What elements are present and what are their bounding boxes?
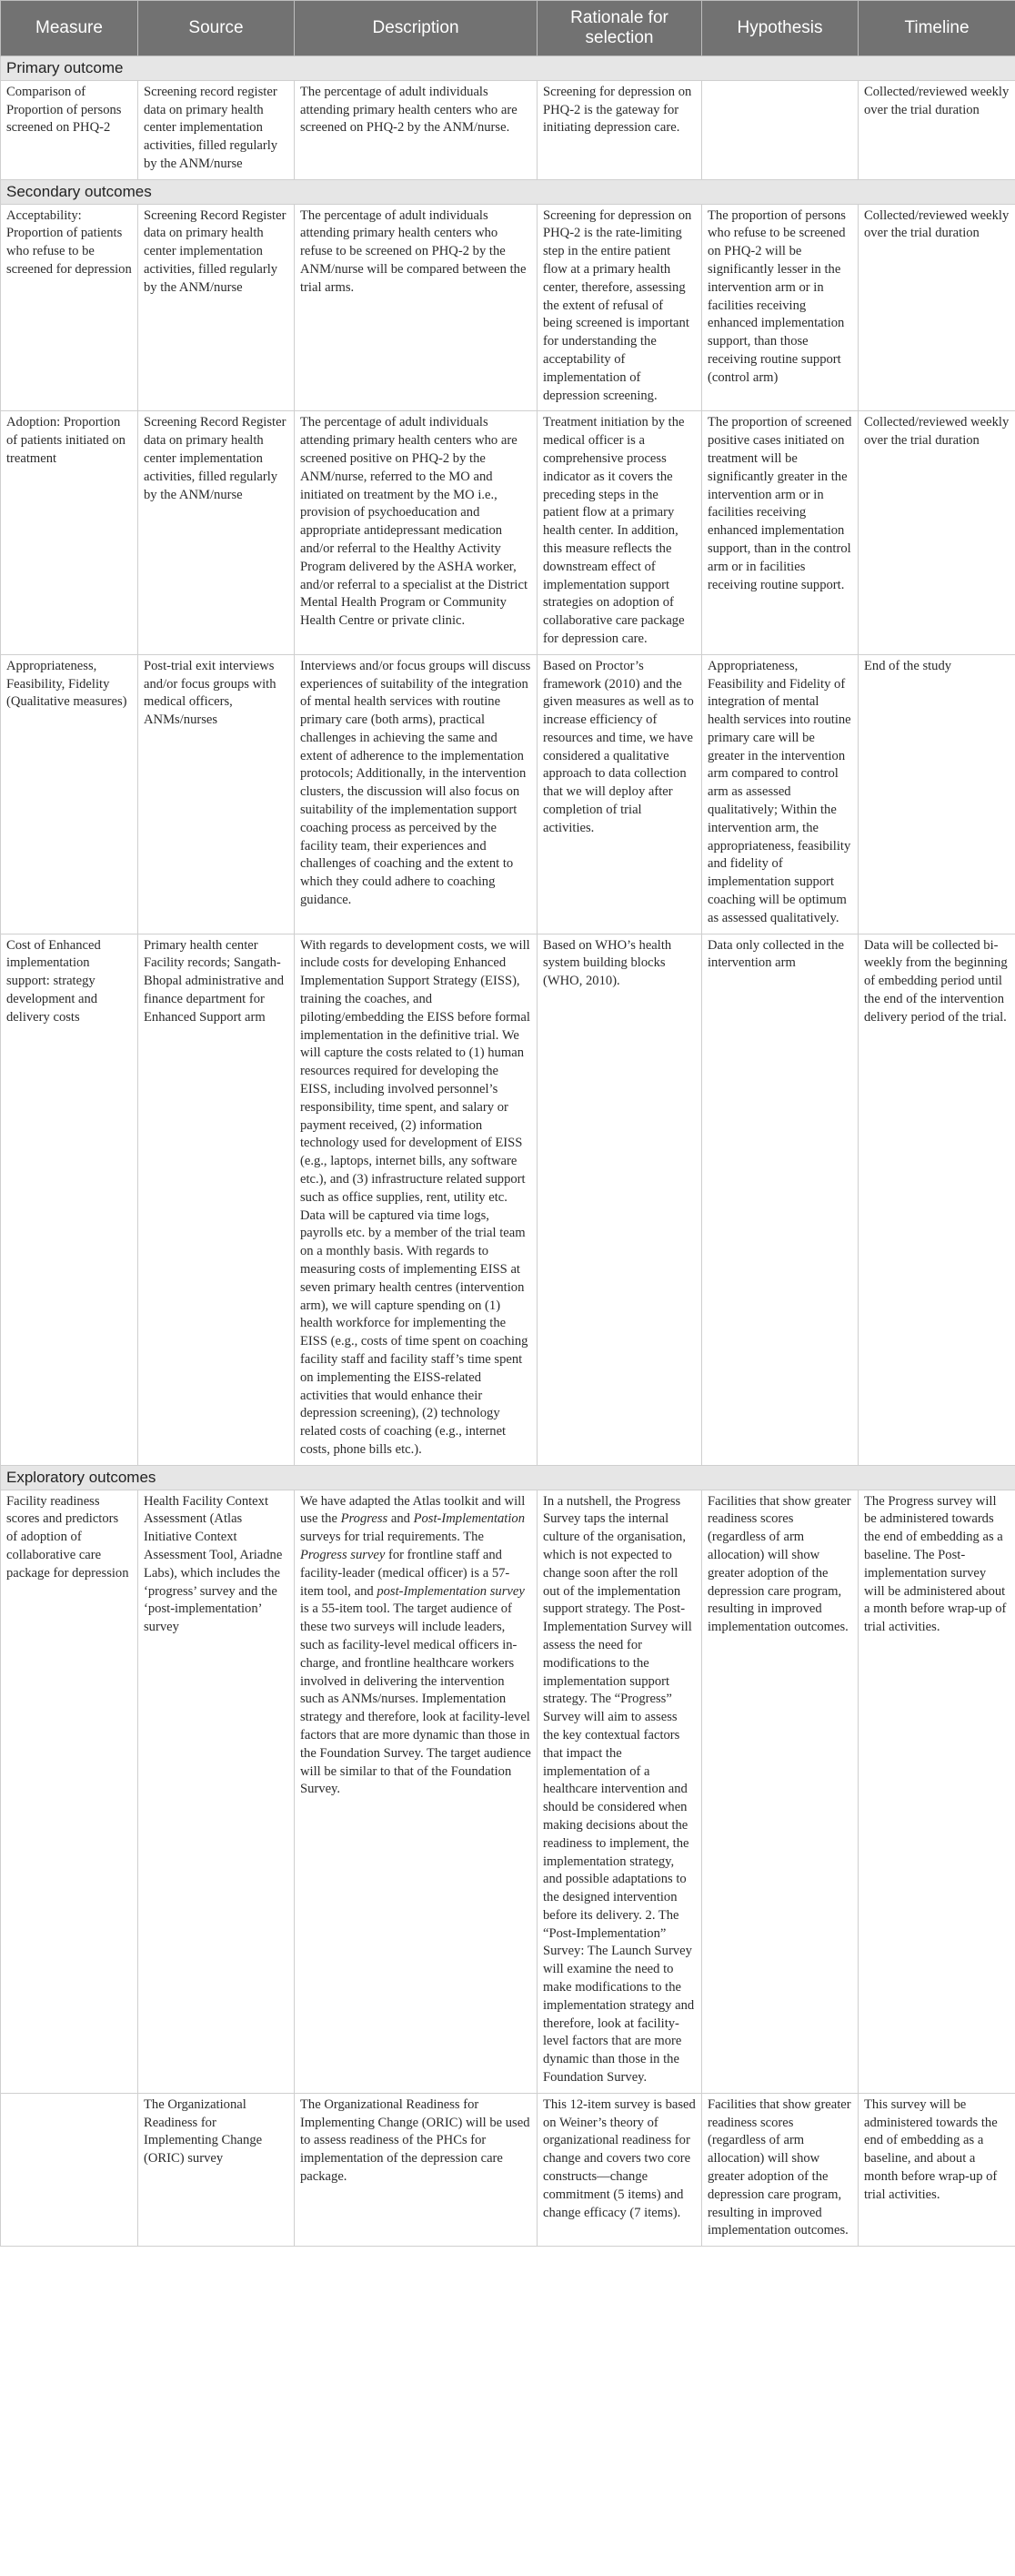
header-row xyxy=(1,1,1015,56)
cell-description: The percentage of adult individuals attending primary health centers who are screened on PHQ-2 by the ANM/nurse. xyxy=(295,80,538,179)
cell-hypothesis: Facilities that show greater readiness scores (regardless of arm allocation) will show greater adoption of the depression care program, resulting in improved implementation outcomes. xyxy=(702,2093,859,2246)
cell-source: Screening Record Register data on primary health center implementation activities, filled regularly by the ANM/nurse xyxy=(138,411,295,654)
section-title: Secondary outcomes xyxy=(1,179,1015,204)
cell-hypothesis: The proportion of screened positive cases initiated on treatment will be significantly greater in the intervention arm or in facilities receiving enhanced implementation support, than in the control arm or in facilities receiving routine support. xyxy=(702,411,859,654)
cell-measure xyxy=(1,2093,138,2246)
section-row xyxy=(1,56,1015,81)
cell-description: Interviews and/or focus groups will discuss experiences of suitability of the integration of mental health services with routine primary care (both arms), practical challenges in achieving the same and extent of adherence to the implementation protocols; Additionally, in the intervention clusters, the discussion will also focus on suitability of the implementation support coaching process as perceived by the facility team, their experiences and challenges of coaching and the extent to which they could adhere to coaching guidance. xyxy=(295,654,538,934)
description-text: We have adapted the Atlas toolkit and will use the xyxy=(300,1493,526,1527)
cell-measure: Adoption: Proportion of patients initiated on treatment xyxy=(1,411,138,654)
section-title: Exploratory outcomes xyxy=(1,1465,1015,1490)
description-italic-text: Post-Implementation xyxy=(413,1511,525,1527)
cell-source: Health Facility Context Assessment (Atlas Initiative Context Assessment Tool, Ariadne Labs), which includes the ‘progress’ survey and the ‘post-implementation’ survey xyxy=(138,1490,295,2093)
cell-rationale: Screening for depression on PHQ-2 is the gateway for initiating depression care. xyxy=(538,80,702,179)
cell-hypothesis: Appropriateness, Feasibility and Fidelity of integration of mental health services into routine primary care will be greater in the intervention arm compared to control arm as assessed qualitatively; Within the intervention arm, the appropriateness, feasibility and fidelity of implementation support coaching will be optimum as assessed qualitatively. xyxy=(702,654,859,934)
cell-hypothesis: Facilities that show greater readiness scores (regardless of arm allocation) will show greater adoption of the depression care program, resulting in improved implementation outcomes. xyxy=(702,1490,859,2093)
cell-rationale: Based on Proctor’s framework (2010) and the given measures as well as to increase efficiency of resources and time, we have considered a qualitative approach to data collection that we will deploy after completion of trial activities. xyxy=(538,654,702,934)
description-text: surveys for trial requirements. The xyxy=(300,1530,484,1545)
cell-hypothesis: The proportion of persons who refuse to be screened on PHQ-2 will be significantly lesser in the intervention arm or in facilities receiving enhanced implementation support, than those receiving routine support (control arm) xyxy=(702,204,859,411)
table-row xyxy=(1,411,1015,654)
section-row xyxy=(1,179,1015,204)
header-hypothesis: Hypothesis xyxy=(702,1,859,56)
description-text: is a 55-item tool. The target audience of these two surveys will include leaders, such as facility-level medical officers in-charge, and frontline healthcare workers involved in delivering the intervention such as ANMs/nurses. Implementation strategy and therefore, look at facility-level factors that are more dynamic than those in the Foundation Survey. The target audience will be similar to that of the Foundation Survey. xyxy=(300,1601,531,1797)
cell-source: Primary health center Facility records; Sangath-Bhopal administrative and finance department for Enhanced Support arm xyxy=(138,934,295,1465)
cell-measure: Facility readiness scores and predictors of adoption of collaborative care package for depression xyxy=(1,1490,138,2093)
cell-rationale: This 12-item survey is based on Weiner’s theory of organizational readiness for change and covers two core constructs—change commitment (5 items) and change efficacy (7 items). xyxy=(538,2093,702,2246)
header-rationale: Rationale for selection xyxy=(538,1,702,56)
cell-timeline: The Progress survey will be administered towards the end of embedding as a baseline. The Post-implementation survey will be administered about a month before wrap-up of trial activities. xyxy=(859,1490,1015,2093)
table-row xyxy=(1,934,1015,1465)
description-italic-text: Progress xyxy=(340,1511,388,1527)
cell-measure: Comparison of Proportion of persons screened on PHQ-2 xyxy=(1,80,138,179)
section-row xyxy=(1,1465,1015,1490)
table-body xyxy=(1,56,1015,2247)
table-row xyxy=(1,204,1015,411)
cell-description: The percentage of adult individuals attending primary health centers who are screened positive on PHQ-2 by the ANM/nurse, referred to the MO and initiated on treatment by the MO i.e., provision of psychoeducation and appropriate antidepressant medication and/or referral to the Healthy Activity Program delivered by the ASHA worker, and/or referral to a specialist at the District Mental Health Program or Community Health Centre or private clinic. xyxy=(295,411,538,654)
header-measure: Measure xyxy=(1,1,138,56)
cell-source: Screening record register data on primary health center implementation activities, filled regularly by the ANM/nurse xyxy=(138,80,295,179)
cell-source: Post-trial exit interviews and/or focus groups with medical officers, ANMs/nurses xyxy=(138,654,295,934)
cell-rationale: In a nutshell, the Progress Survey taps the internal culture of the organisation, which is not expected to change soon after the roll out of the implementation support strategy. The Post-Implementation Survey will assess the need for modifications to the implementation support strategy. The “Progress” Survey will aim to assess the key contextual factors that impact the implementation of a healthcare intervention and should be considered when making decisions about the readiness to implement, the implementation strategy, and possible adaptations to the designed intervention before its delivery. 2. The “Post-Implementation” Survey: The Launch Survey will examine the need to make modifications to the implementation strategy and therefore, look at facility-level factors that are more dynamic than those in the Foundation Survey. xyxy=(538,1490,702,2093)
table-row xyxy=(1,654,1015,934)
description-text: for frontline staff and facility-leader (medical officer) is a 57-item tool, and xyxy=(300,1547,510,1599)
header-source: Source xyxy=(138,1,295,56)
cell-rationale: Screening for depression on PHQ-2 is the rate-limiting step in the entire patient flow at a primary health center, therefore, assessing the extent of refusal of being screened is important for understanding the acceptability of implementation of depression screening. xyxy=(538,204,702,411)
cell-timeline: Collected/reviewed weekly over the trial duration xyxy=(859,80,1015,179)
cell-description: With regards to development costs, we will include costs for developing Enhanced Implementation Support Strategy (EISS), training the coaches, and piloting/embedding the EISS before formal implementation in the definitive trial. We will capture the costs related to (1) human resources required for developing the EISS, including involved personnel’s responsibility, time spent, and salary or payment received, (2) information technology used for development of EISS (e.g., laptops, internet bills, any software etc.), and (3) infrastructure related support such as office supplies, rent, utility etc. Data will be captured via time logs, payrolls etc. by a member of the trial team on a monthly basis. With regards to measuring costs of implementing EISS at seven primary health centres (intervention arm), we will capture spending on (1) health workforce for implementing the EISS (e.g., costs of time spent on coaching facility staff and facility staff’s time spent on implementing the EISS-related activities that would enhance their depression screening), (2) technology related costs of coaching (e.g., internet costs, phone bills etc.). xyxy=(295,934,538,1465)
cell-description xyxy=(295,1490,538,2093)
cell-timeline: Collected/reviewed weekly over the trial duration xyxy=(859,411,1015,654)
description-italic-text: post-Implementation survey xyxy=(377,1583,525,1599)
cell-rationale: Based on WHO’s health system building blocks (WHO, 2010). xyxy=(538,934,702,1465)
cell-timeline: Data will be collected bi-weekly from the beginning of embedding period until the end of the intervention delivery period of the trial. xyxy=(859,934,1015,1465)
table-row xyxy=(1,80,1015,179)
cell-source: The Organizational Readiness for Implementing Change (ORIC) survey xyxy=(138,2093,295,2246)
cell-measure: Acceptability: Proportion of patients who refuse to be screened for depression xyxy=(1,204,138,411)
cell-rationale: Treatment initiation by the medical officer is a comprehensive process indicator as it covers the preceding steps in the patient flow at a primary health center. In addition, this measure reflects the downstream effect of implementation support strategies on adoption of collaborative care package for depression care. xyxy=(538,411,702,654)
cell-description: The percentage of adult individuals attending primary health centers who refuse to be screened on PHQ-2 by the ANM/nurse will be compared between the trial arms. xyxy=(295,204,538,411)
header-timeline: Timeline xyxy=(859,1,1015,56)
table-row xyxy=(1,2093,1015,2246)
cell-measure: Cost of Enhanced implementation support: strategy development and delivery costs xyxy=(1,934,138,1465)
cell-source: Screening Record Register data on primary health center implementation activities, filled regularly by the ANM/nurse xyxy=(138,204,295,411)
description-italic-text: Progress survey xyxy=(300,1547,386,1562)
cell-hypothesis: Data only collected in the intervention arm xyxy=(702,934,859,1465)
cell-timeline: End of the study xyxy=(859,654,1015,934)
description-text: and xyxy=(387,1511,414,1527)
cell-timeline: This survey will be administered towards the end of embedding as a baseline, and about a month before wrap-up of trial activities. xyxy=(859,2093,1015,2246)
cell-hypothesis xyxy=(702,80,859,179)
table-header xyxy=(1,1,1015,56)
cell-timeline: Collected/reviewed weekly over the trial duration xyxy=(859,204,1015,411)
cell-measure: Appropriateness, Feasibility, Fidelity (Qualitative measures) xyxy=(1,654,138,934)
cell-description: The Organizational Readiness for Implementing Change (ORIC) will be used to assess readiness of the PHCs for implementation of the depression care package. xyxy=(295,2093,538,2246)
header-description: Description xyxy=(295,1,538,56)
table-row xyxy=(1,1490,1015,2093)
section-title: Primary outcome xyxy=(1,56,1015,81)
